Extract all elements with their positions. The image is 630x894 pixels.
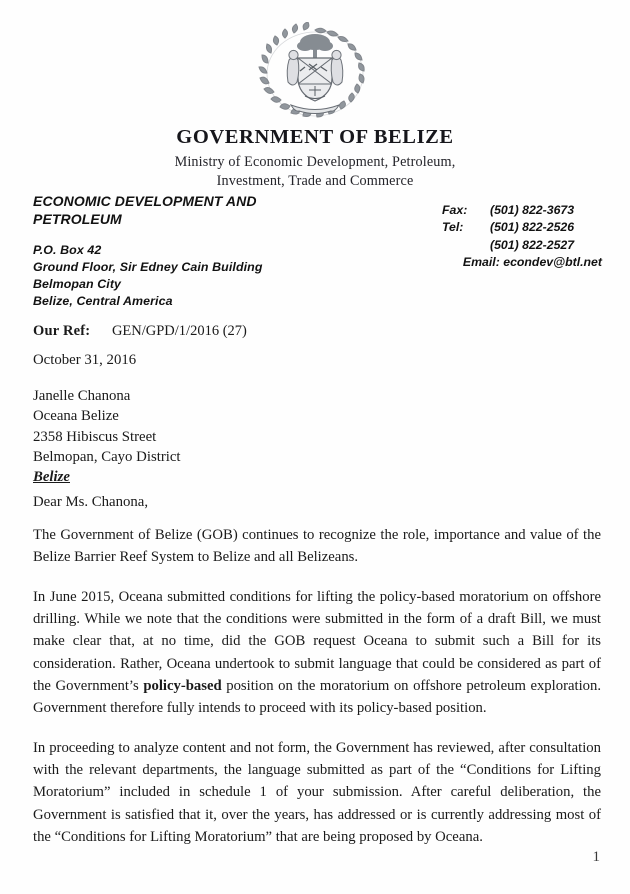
recipient-name: Janelle Chanona [33,388,131,404]
letter-date: October 31, 2016 [33,352,137,368]
page-number: 1 [592,849,600,865]
tel-number: (501) 822-2526 [490,220,575,235]
recipient-country: Belize [33,469,70,486]
fax-label: Fax: [442,203,468,217]
paragraph-2-segment-1: In June 2015, Oceana submitted conditions for lifting the policy-based moratorium on offshore drilling. While we note that the conditions were submitted in the form of a draft Bill, we must make clear that, at no time, did the GOB request Oceana to submit such a Bill for its consideration. Rather, Oceana undertook to submit language that could be considered as part of the Government’s [33,588,601,695]
recipient-country-wrap [33,467,181,487]
tel-row-secondary [442,237,602,254]
email-line: Email: econdev@btl.net [462,255,602,270]
tel-label: Tel: [442,220,464,235]
department-address [33,242,263,309]
address-line: P.O. Box 42 [33,243,102,258]
ministry-line-2: Investment, Trade and Commerce [216,172,414,189]
address-line: Belize, Central America [33,293,173,308]
fax-row [442,202,602,219]
reference-value: GEN/GPD/1/2016 (27) [111,323,247,339]
recipient-city: Belmopan, Cayo District [33,448,181,465]
masthead [0,126,630,191]
body-paragraph-1: The Government of Belize (GOB) continues to recognize the role, importance and value of the Belize Barrier Reef System to Belize and all Belizeans. [33,527,601,566]
recipient-address [33,386,181,487]
recipient-street: 2358 Hibiscus Street [33,428,157,445]
tel-number-secondary: (501) 822-2527 [490,237,575,252]
tel-label-empty [442,237,476,254]
fax-number: (501) 822-3673 [490,203,575,217]
address-line: Belmopan City [33,277,122,292]
belize-coat-of-arms-icon [253,22,377,126]
coat-of-arms-container [0,22,630,126]
department-name-line-1: ECONOMIC DEVELOPMENT AND [33,193,257,209]
department-name-line-2: PETROLEUM [33,211,122,228]
paragraph-2-segment-2: position on the moratorium on offshore petroleum exploration. Government therefore fully intends to proceed with its policy-based position. [33,678,602,717]
reference-line [33,322,247,341]
body-paragraph-3: In proceeding to analyze content and not form, the Government has reviewed, after consultation with the relevant departments, the language submitted as part of the “Conditions for Lifting Moratorium” included in schedule 1 of your submission. After careful deliberation, the Government is satisfied that it, over the years, has addressed or is currently addressing most of the “Conditions for Lifting Moratorium” that are being proposed by Oceana. [33,739,601,846]
reference-label: Our Ref: [33,323,91,339]
paragraph-2-emphasis: policy-based [143,678,222,695]
address-line: Ground Floor, Sir Edney Cain Building [33,260,263,275]
ministry-line-1: Ministry of Economic Development, Petroleum, [174,153,456,170]
government-title: GOVERNMENT OF BELIZE [176,126,454,148]
department-block [33,192,263,310]
letter-body [33,524,601,848]
body-paragraph-2 [33,586,601,720]
ministry-name [0,153,630,191]
salutation: Dear Ms. Chanona, [33,494,149,510]
recipient-organization: Oceana Belize [33,408,119,425]
contact-block [442,202,602,272]
tel-row [442,219,602,236]
letterhead [33,192,602,310]
